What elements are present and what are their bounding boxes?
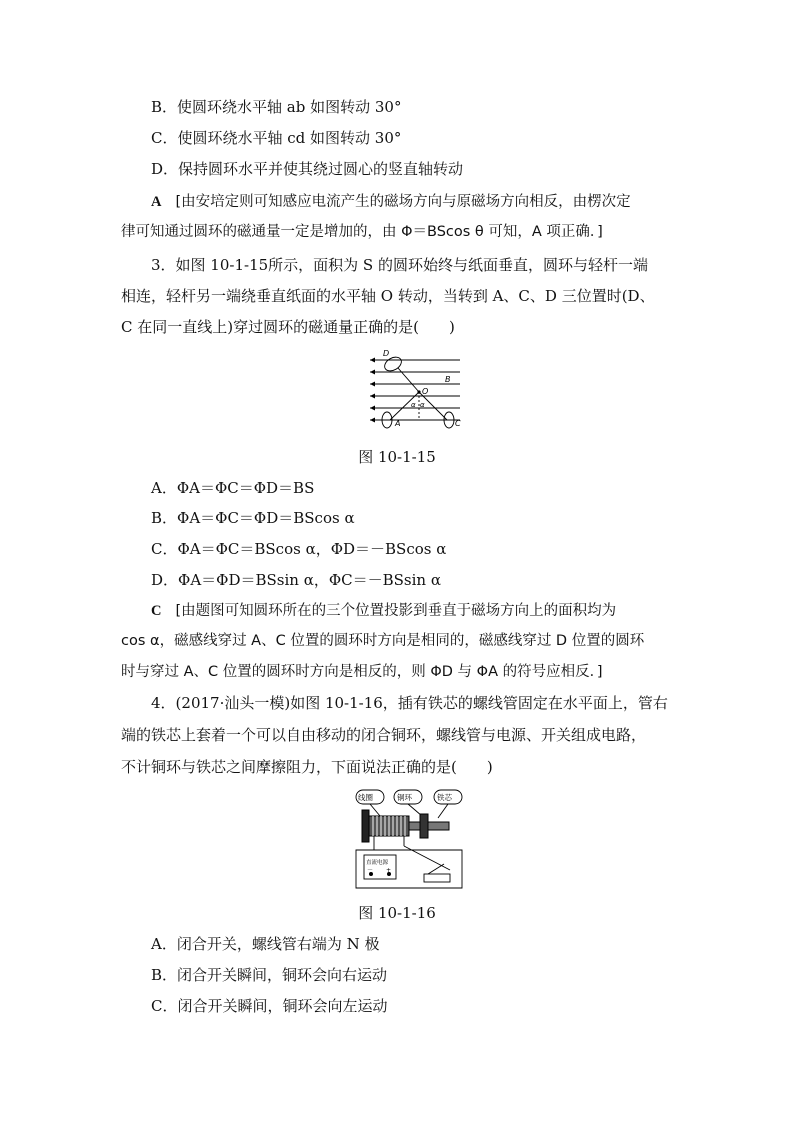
fig15-label-o: O: [422, 387, 429, 396]
fig16-label-minus: －: [367, 867, 374, 874]
figure-10-1-15: [360, 344, 462, 430]
answer-c-letter: C: [151, 603, 162, 619]
option-b-prev: B．使圆环绕水平轴 ab 如图转动 30°: [151, 98, 402, 116]
fig15-alpha-right: α: [420, 401, 425, 409]
option-d-prev: D．保持圆环水平并使其绕过圆心的竖直轴转动: [151, 160, 464, 178]
answer-c-line2: cos α，磁感线穿过 A、C 位置的圆环时方向是相同的，磁感线穿过 D 位置的圆环: [121, 633, 645, 649]
fig16-label-core: 铁芯: [437, 793, 452, 802]
answer-c-line1: [151, 601, 616, 621]
fig16-label-ring: 铜环: [397, 793, 412, 802]
fig15-label-a: A: [395, 419, 401, 428]
answer-a-letter: A: [151, 194, 162, 210]
answer-c-line3: 时与穿过 A、C 位置的圆环时方向是相反的，则 ΦD 与 ΦA 的符号应相反．]: [121, 664, 603, 680]
q3-line1: 3．如图 10-1-15所示，面积为 S 的圆环始终与纸面垂直，圆环与轻杆一端: [151, 256, 648, 274]
q4-line2: 端的铁芯上套着一个可以自由移动的闭合铜环，螺线管与电源、开关组成电路，: [121, 726, 647, 744]
fig15-label-d: D: [383, 349, 390, 358]
fig16-label-plus: +: [386, 867, 392, 874]
fig16-caption: 图 10-1-16: [358, 904, 436, 922]
q4-option-a: A．闭合开关，螺线管右端为 N 极: [151, 935, 380, 953]
q3-line2: 相连，轻杆另一端绕垂直纸面的水平轴 O 转动，当转到 A、C、D 三位置时(D、: [121, 287, 655, 305]
fig15-label-c: C: [455, 419, 461, 428]
answer-a-line1: [151, 192, 631, 212]
fig15-label-b: B: [445, 375, 451, 384]
q3-option-a: A．ΦA＝ΦC＝ΦD＝BS: [151, 479, 315, 497]
q4-option-b: B．闭合开关瞬间，铜环会向右运动: [151, 966, 388, 984]
figure-10-1-16: [354, 786, 470, 892]
q4-option-c: C．闭合开关瞬间，铜环会向左运动: [151, 997, 388, 1015]
option-c-prev: C．使圆环绕水平轴 cd 如图转动 30°: [151, 129, 402, 147]
q4-line1: 4．(2017·汕头一模)如图 10-1-16，插有铁芯的螺线管固定在水平面上，管右: [151, 694, 668, 712]
q3-line3: C 在同一直线上)穿过圆环的磁通量正确的是( ): [121, 318, 455, 336]
q3-option-c: C．ΦA＝ΦC＝BScos α，ΦD＝－BScos α: [151, 540, 447, 558]
fig15-alpha-left: α: [411, 401, 416, 409]
fig16-label-coil: 线圈: [358, 793, 373, 802]
fig16-label-power: 直流电源: [366, 860, 389, 866]
q3-option-d: D．ΦA＝ΦD＝BSsin α，ΦC＝－BSsin α: [151, 571, 441, 589]
answer-a-text1: [由安培定则可知感应电流产生的磁场方向与原磁场方向相反，由楞次定: [175, 194, 631, 210]
answer-c-text1: [由题图可知圆环所在的三个位置投影到垂直于磁场方向上的面积均为: [175, 603, 617, 619]
q4-line3: 不计铜环与铁芯之间摩擦阻力，下面说法正确的是( ): [121, 758, 493, 776]
fig15-caption: 图 10-1-15: [358, 448, 436, 466]
q3-option-b: B．ΦA＝ΦC＝ΦD＝BScos α: [151, 509, 355, 527]
answer-a-line2: 律可知通过圆环的磁通量一定是增加的，由 Φ＝BScos θ 可知，A 项正确．]: [121, 224, 603, 240]
